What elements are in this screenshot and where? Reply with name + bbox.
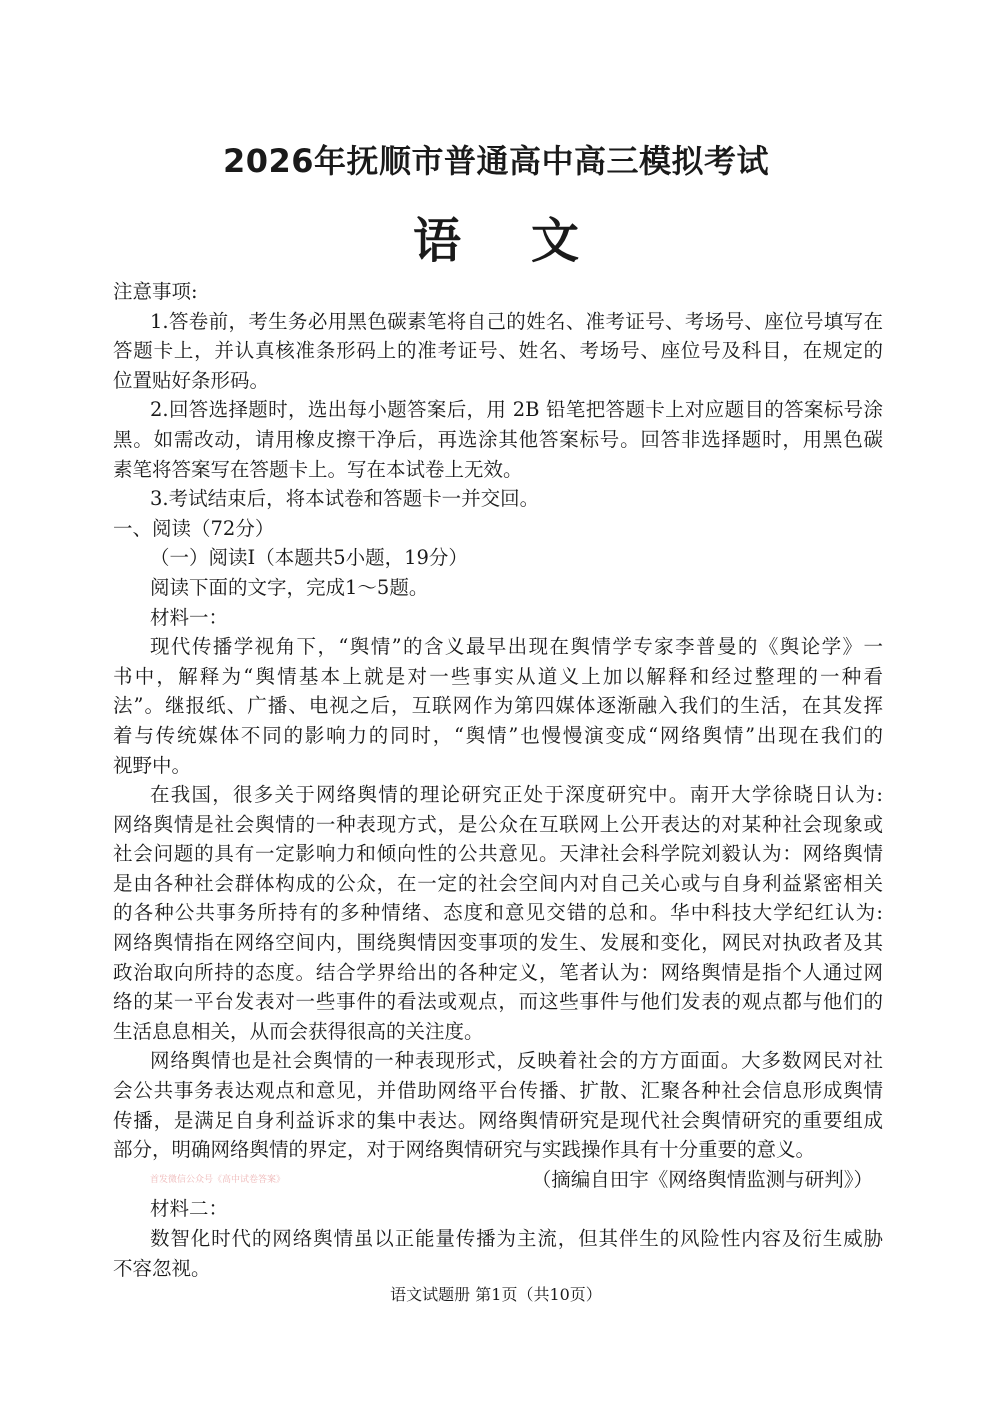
text-line: 传播，是满足自身利益诉求的集中表达。网络舆情研究是现代社会舆情研究的重要组成 <box>113 1108 883 1132</box>
text-line: 是由各种社会群体构成的公众，在一定的社会空间内对自己关心或与自身利益紧密相关 <box>113 871 883 895</box>
text-line: 答题卡上，并认真核准条形码上的准考证号、姓名、考场号、座位号及科目，在规定的 <box>113 339 883 363</box>
text-line: 位置贴好条形码。 <box>113 368 270 392</box>
text-line: （摘编自田宇《网络舆情监测与研判》） <box>531 1167 873 1191</box>
text-line: 在我国，很多关于网络舆情的理论研究正处于深度研究中。南开大学徐晓日认为: <box>150 783 883 807</box>
text-line: 络的某一平台发表对一些事件的看法或观点，而这些事件与他们发表的观点都与他们的 <box>113 990 883 1014</box>
exam-title: 2026年抚顺市普通高中高三模拟考试 <box>222 142 770 180</box>
text-line: （一）阅读Ⅰ（本题共5小题，19分） <box>150 546 468 570</box>
text-line: 着与传统媒体不同的影响力的同时，“舆情”也慢慢演变成“网络舆情”出现在我们的 <box>113 723 883 747</box>
text-line: 法”。继报纸、广播、电视之后，互联网作为第四媒体逐渐融入我们的生活，在其发挥 <box>113 694 883 718</box>
document-body <box>113 277 883 1283</box>
text-line: 会公共事务表达观点和意见，并借助网络平台传播、扩散、汇聚各种社会信息形成舆情 <box>113 1079 883 1103</box>
text-line: 1.答卷前，考生务必用黑色碳素笔将自己的姓名、准考证号、考场号、座位号填写在 <box>150 309 883 333</box>
text-line: 不容忽视。 <box>113 1256 211 1280</box>
text-line: 注意事项: <box>113 280 198 303</box>
text-line: 素笔将答案写在答题卡上。写在本试卷上无效。 <box>113 457 523 481</box>
text-line: 视野中。 <box>113 753 192 777</box>
page-footer: 语文试题册 第1页（共10页） <box>390 1285 602 1304</box>
text-line: 社会问题的具有一定影响力和倾向性的公共意见。天津社会科学院刘毅认为：网络舆情 <box>113 842 883 866</box>
text-line: 网络舆情是社会舆情的一种表现方式，是公众在互联网上公开表达的对某种社会现象或 <box>113 812 883 836</box>
text-line: 黑。如需改动，请用橡皮擦干净后，再选涂其他答案标号。回答非选择题时，用黑色碳 <box>113 427 883 451</box>
text-line: 政治取向所持的态度。结合学界给出的各种定义，笔者认为：网络舆情是指个人通过网 <box>113 960 883 984</box>
text-line: 的各种公共事务所持有的多种情绪、态度和意见交错的总和。华中科技大学纪红认为: <box>113 901 883 925</box>
text-line: 现代传播学视角下，“舆情”的含义最早出现在舆情学专家李普曼的《舆论学》一 <box>150 635 883 659</box>
text-line: 网络舆情也是社会舆情的一种表现形式，反映着社会的方方面面。大多数网民对社 <box>150 1049 883 1073</box>
text-line: 数智化时代的网络舆情虽以正能量传播为主流，但其伴生的风险性内容及衍生威胁 <box>150 1227 883 1250</box>
text-line: 3.考试结束后，将本试卷和答题卡一并交回。 <box>150 487 540 511</box>
text-line: 生活息息相关，从而会获得很高的关注度。 <box>113 1019 484 1043</box>
subject-title: 语文 <box>412 213 649 269</box>
watermark: 首发微信公众号《高中试卷答案》 <box>150 1175 286 1185</box>
text-line: 书中，解释为“舆情基本上就是对一些事实从道义上加以解释和经过整理的一种看 <box>113 664 883 688</box>
text-line: 网络舆情指在网络空间内，围绕舆情因变事项的发生、发展和变化，网民对执政者及其 <box>113 931 883 955</box>
text-line: 阅读下面的文字，完成1～5题。 <box>150 575 429 599</box>
text-line: 一、阅读（72分） <box>113 516 275 540</box>
text-line: 部分，明确网络舆情的界定，对于网络舆情研究与实践操作具有十分重要的意义。 <box>113 1138 816 1162</box>
text-line: 材料二： <box>150 1197 229 1221</box>
text-line: 材料一： <box>150 605 229 629</box>
text-line: 2.回答选择题时，选出每小题答案后，用 2B 铅笔把答题卡上对应题目的答案标号涂 <box>150 398 883 422</box>
